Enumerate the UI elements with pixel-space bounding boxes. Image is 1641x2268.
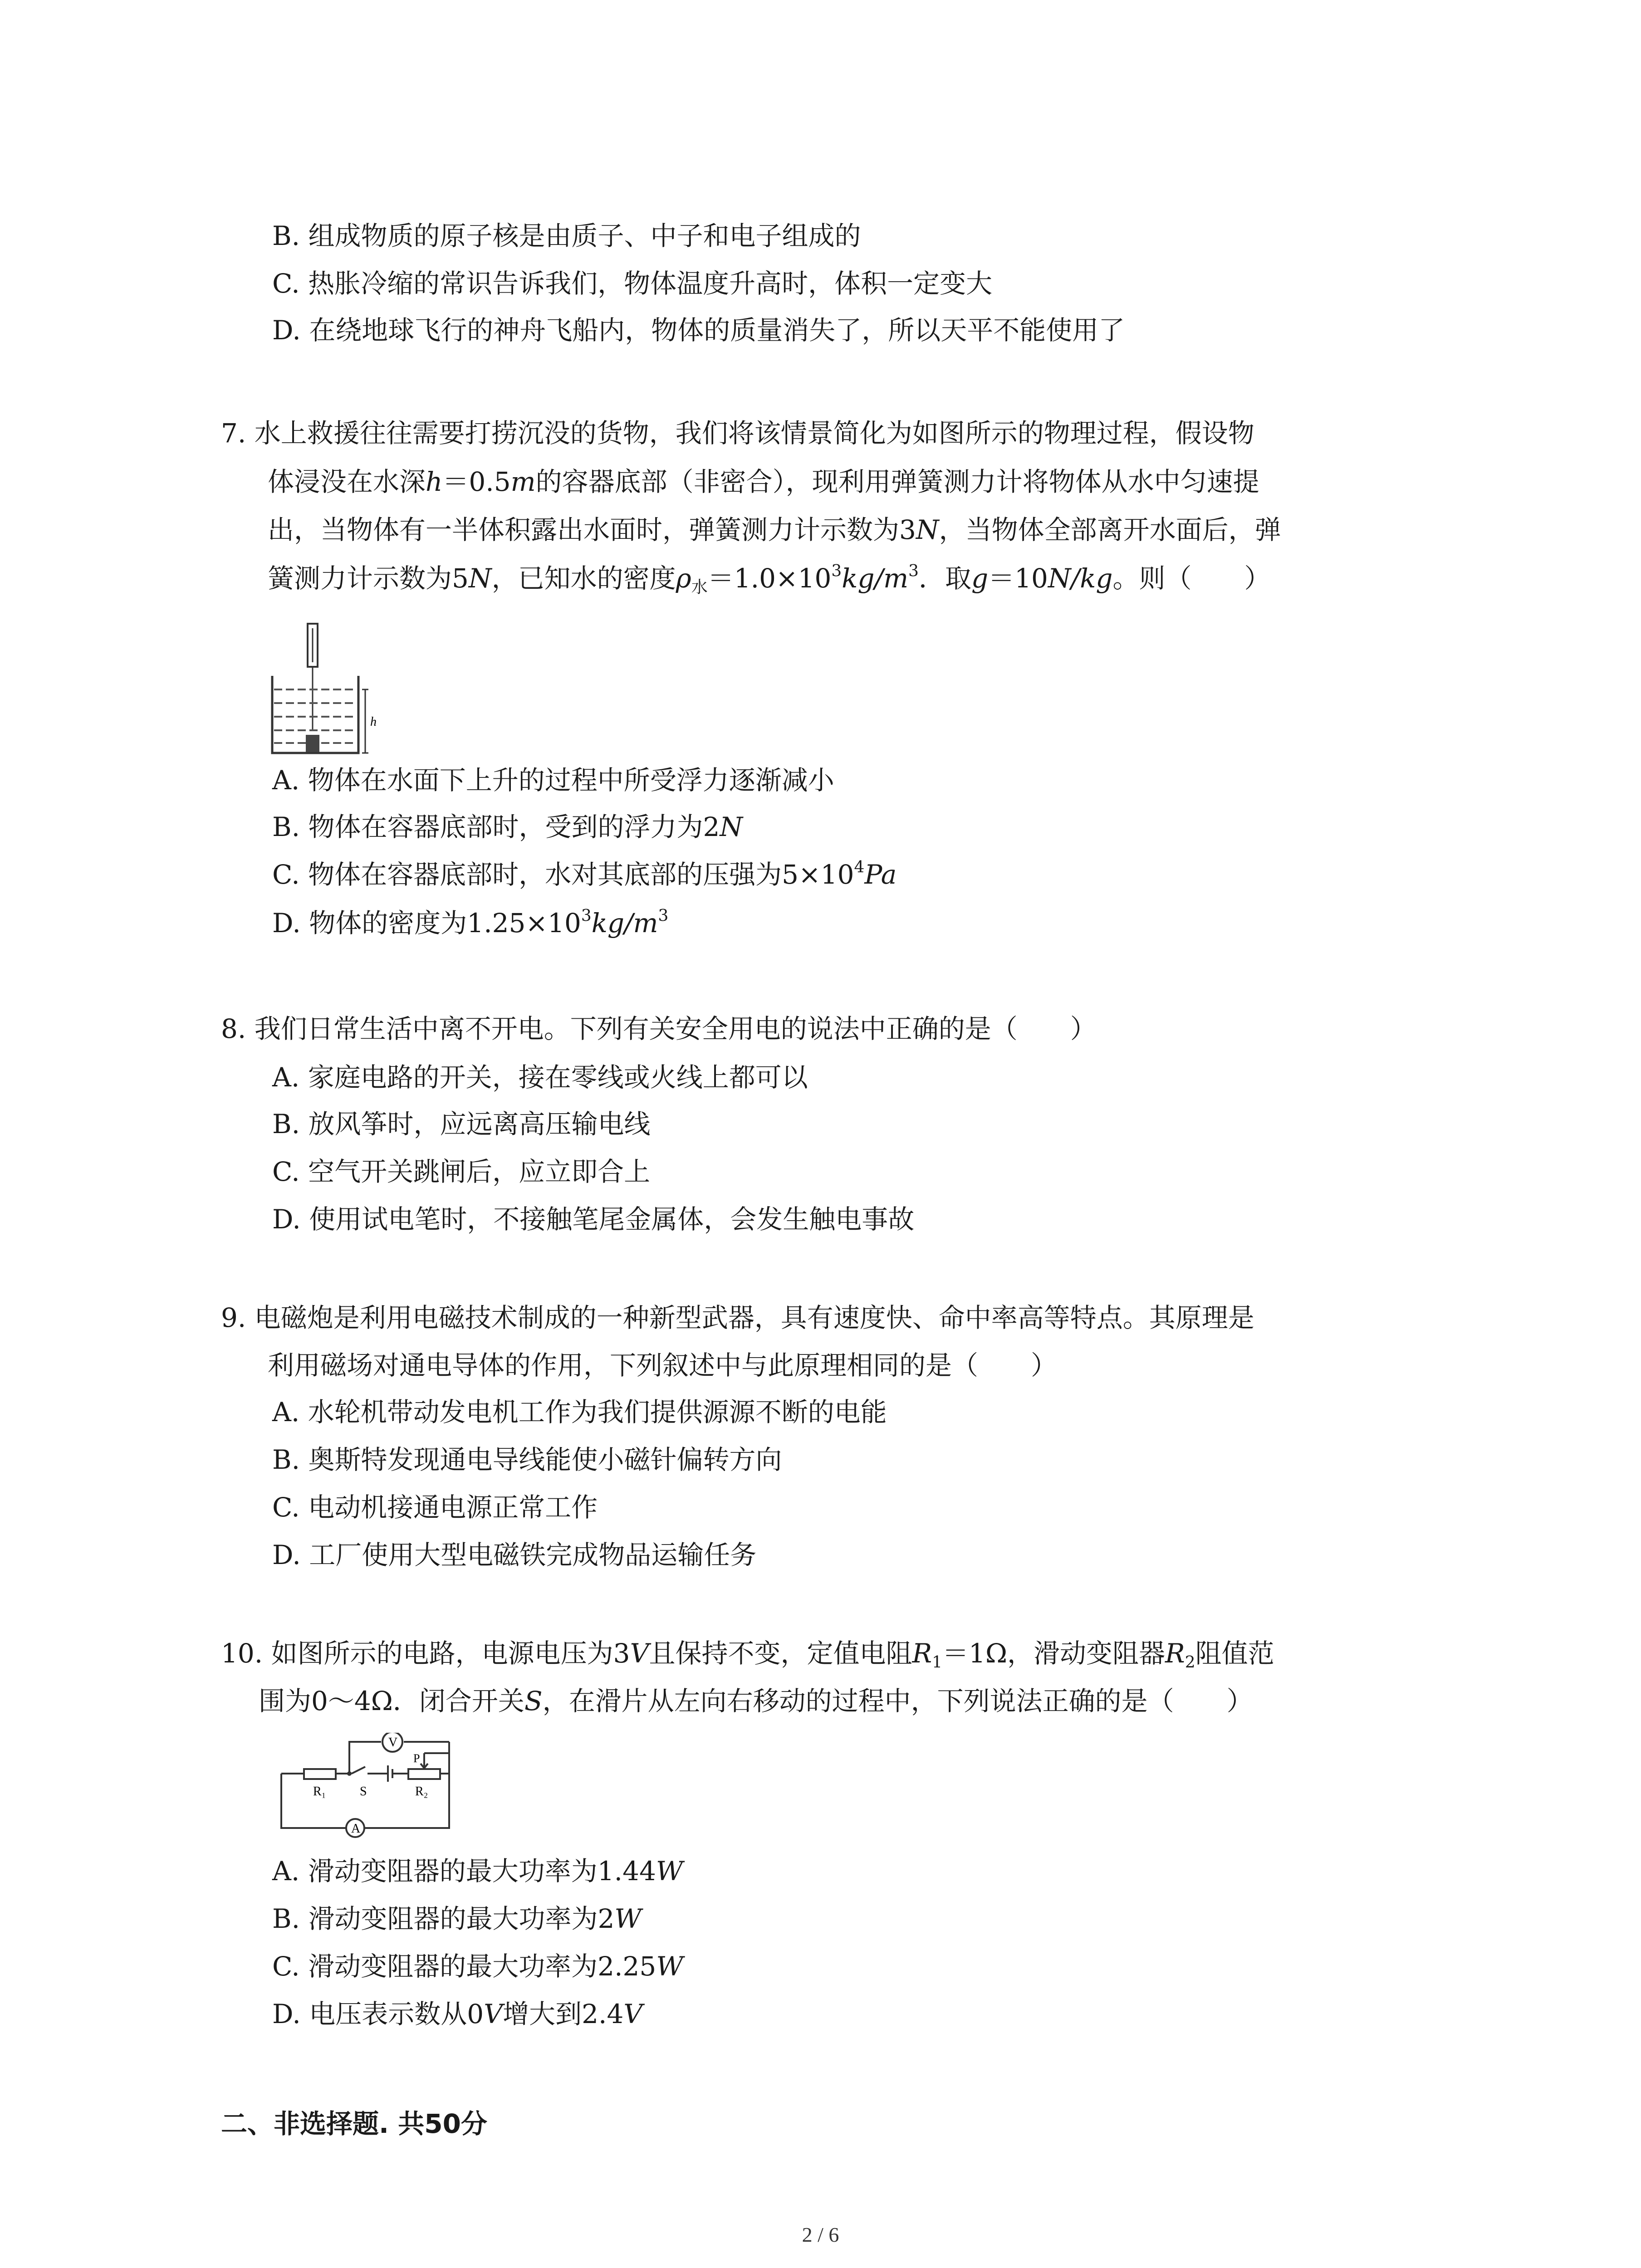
q7-stem-line2: 体浸没在水深h＝0.5m的容器底部（非密合），现利用弹簧测力计将物体从水中匀速提 [268, 466, 1259, 497]
q7-stem-line3: 出，当物体有一半体积露出水面时，弹簧测力计示数为3N，当物体全部离开水面后，弹 [268, 514, 1281, 545]
q7-stem-line4: 簧测力计示数为5N，已知水的密度$\rho_水=1.0\times 10^3kg/m^3$．取g＝10N/kg。则（ ） [268, 561, 1271, 596]
q7-figure-container [268, 621, 386, 758]
q10-option-d: D. 电压表示数从0V增大到2.4V [272, 1999, 643, 2029]
q9-option-d: D. 工厂使用大型电磁铁完成物品运输任务 [272, 1540, 757, 1570]
page-number: 2 / 6 [802, 2223, 839, 2246]
q10-stem-line1: 10. 如图所示的电路，电源电压为3V且保持不变，定值电阻$R_1=1\Omega$，滑动变阻器$R_2$阻值范 [221, 1638, 1274, 1672]
q8-stem: 8. 我们日常生活中离不开电。下列有关安全用电的说法中正确的是（ ） [221, 1013, 1097, 1044]
q7-option-d: D. 物体的密度为$1.25\times 10^3kg/m^3$ [272, 906, 669, 938]
q10-fig-r1-label: R₁ [313, 1784, 326, 1799]
q10-option-b: B. 滑动变阻器的最大功率为2W [272, 1903, 642, 1934]
q10-fig-slider-label: P [413, 1752, 420, 1765]
q7-stem-line1: 7. 水上救援往往需要打捞沉没的货物，我们将该情景简化为如图所示的物理过程，假设物 [221, 418, 1254, 449]
q9-option-b: B. 奥斯特发现通电导线能使小磁针偏转方向 [272, 1444, 782, 1475]
q6-option-c: C. 热胀冷缩的常识告诉我们，物体温度升高时，体积一定变大 [272, 268, 993, 299]
q10-stem-line2: 围为0～4Ω．闭合开关S，在滑片从左向右移动的过程中，下列说法正确的是（ ） [259, 1686, 1253, 1716]
q9-option-a: A. 水轮机带动发电机工作为我们提供源源不断的电能 [272, 1397, 887, 1427]
q10-fig-voltmeter-label: V [388, 1735, 398, 1750]
section-heading: 二、非选择题. 共50分 [221, 2108, 487, 2139]
q9-option-c: C. 电动机接通电源正常工作 [272, 1492, 598, 1523]
q7-option-b: B. 物体在容器底部时，受到的浮力为2N [272, 811, 743, 842]
q10-fig-switch-label: S [360, 1784, 367, 1799]
q9-stem-line1: 9. 电磁炮是利用电磁技术制成的一种新型武器，具有速度快、命中率高等特点。其原理是 [221, 1302, 1254, 1333]
q8-option-b: B. 放风筝时，应远离高压输电线 [272, 1109, 651, 1139]
q7-option-c: C. 物体在容器底部时，水对其底部的压强为$5\times 10^4Pa$ [272, 857, 897, 890]
q8-option-c: C. 空气开关跳闸后，应立即合上 [272, 1156, 651, 1187]
q7-option-a: A. 物体在水面下上升的过程中所受浮力逐渐减小 [272, 765, 834, 796]
q10-fig-r2-label: R₂ [415, 1784, 428, 1799]
q10-option-a: A. 滑动变阻器的最大功率为1.44W [272, 1856, 683, 1887]
q8-option-a: A. 家庭电路的开关，接在零线或火线上都可以 [272, 1062, 808, 1093]
q10-fig-ammeter-label: A [351, 1822, 361, 1836]
q6-option-b: B. 组成物质的原子核是由质子、中子和电子组成的 [272, 220, 861, 251]
q8-option-d: D. 使用试电笔时，不接触笔尾金属体，会发生触电事故 [272, 1204, 915, 1235]
q10-figure-circuit [279, 1733, 460, 1846]
q6-option-d: D. 在绕地球飞行的神舟飞船内，物体的质量消失了，所以天平不能使用了 [272, 315, 1125, 346]
q10-option-c: C. 滑动变阻器的最大功率为2.25W [272, 1951, 683, 1982]
q9-stem-line2: 利用磁场对通电导体的作用，下列叙述中与此原理相同的是（ ） [268, 1350, 1058, 1381]
q7-figure-h-label: h [370, 715, 377, 729]
